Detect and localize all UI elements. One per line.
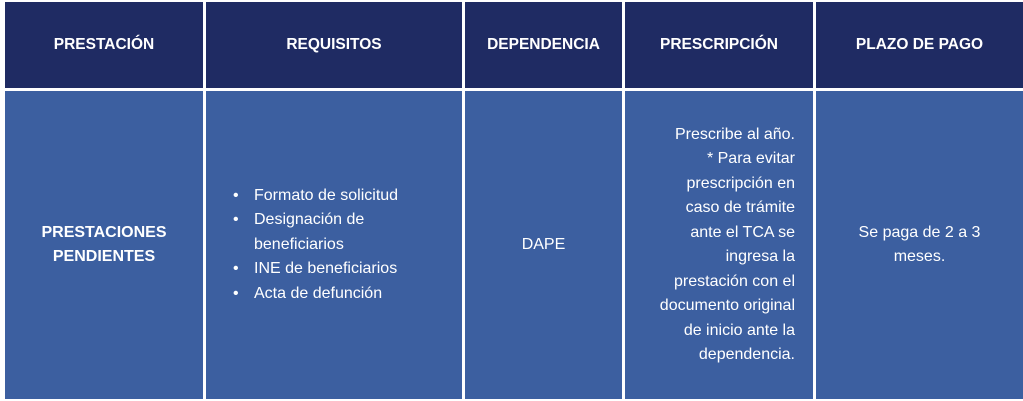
bullet-icon: • bbox=[233, 260, 239, 278]
prescripcion-line: dependencia. bbox=[698, 346, 795, 363]
prescripcion-line: prestación con el bbox=[674, 272, 795, 290]
header-row bbox=[5, 2, 1023, 91]
header-requisitos: REQUISITOS bbox=[206, 2, 462, 91]
prescripcion-line: caso de trámite bbox=[685, 199, 795, 216]
list-item: • Acta de defunción bbox=[254, 282, 452, 307]
cell-prescripcion bbox=[625, 91, 813, 399]
prescripcion-line: prescripción en bbox=[686, 174, 795, 192]
requisitos-list bbox=[206, 184, 462, 307]
list-item: • Designación de bbox=[254, 208, 452, 233]
prescripcion-line: documento original bbox=[659, 297, 795, 314]
bullet-icon: • bbox=[233, 211, 239, 229]
bullet-icon: • bbox=[233, 284, 239, 302]
cell-dependencia: DAPE bbox=[465, 91, 622, 399]
list-item: • Formato de solicitud bbox=[254, 184, 452, 209]
table-row bbox=[5, 91, 1023, 399]
prestacion-line: PENDIENTES bbox=[52, 248, 156, 265]
list-item-continuation: beneficiarios bbox=[254, 235, 344, 253]
prestacion-line: PRESTACIONES bbox=[41, 224, 167, 241]
list-item: • INE de beneficiarios bbox=[254, 257, 452, 282]
benefits-table bbox=[2, 2, 1023, 399]
plazo-line: meses. bbox=[893, 248, 946, 265]
cell-plazo bbox=[816, 91, 1023, 399]
header-prestacion: PRESTACIÓN bbox=[5, 2, 203, 91]
header-plazo: PLAZO DE PAGO bbox=[816, 2, 1023, 91]
prescripcion-line: de inicio ante la bbox=[683, 321, 795, 339]
header-prescripcion: PRESCRIPCIÓN bbox=[625, 2, 813, 91]
cell-prestacion bbox=[5, 91, 203, 399]
prescripcion-line: ante el TCA se bbox=[690, 223, 795, 241]
plazo-line: Se paga de 2 a 3 bbox=[858, 223, 981, 241]
prescripcion-line: ingresa la bbox=[725, 248, 795, 265]
bullet-icon: • bbox=[233, 186, 239, 204]
cell-requisitos bbox=[206, 91, 462, 399]
header-dependencia: DEPENDENCIA bbox=[465, 2, 622, 91]
prescripcion-line: Prescribe al año. bbox=[674, 125, 795, 143]
prescripcion-line: * Para evitar bbox=[706, 150, 795, 167]
